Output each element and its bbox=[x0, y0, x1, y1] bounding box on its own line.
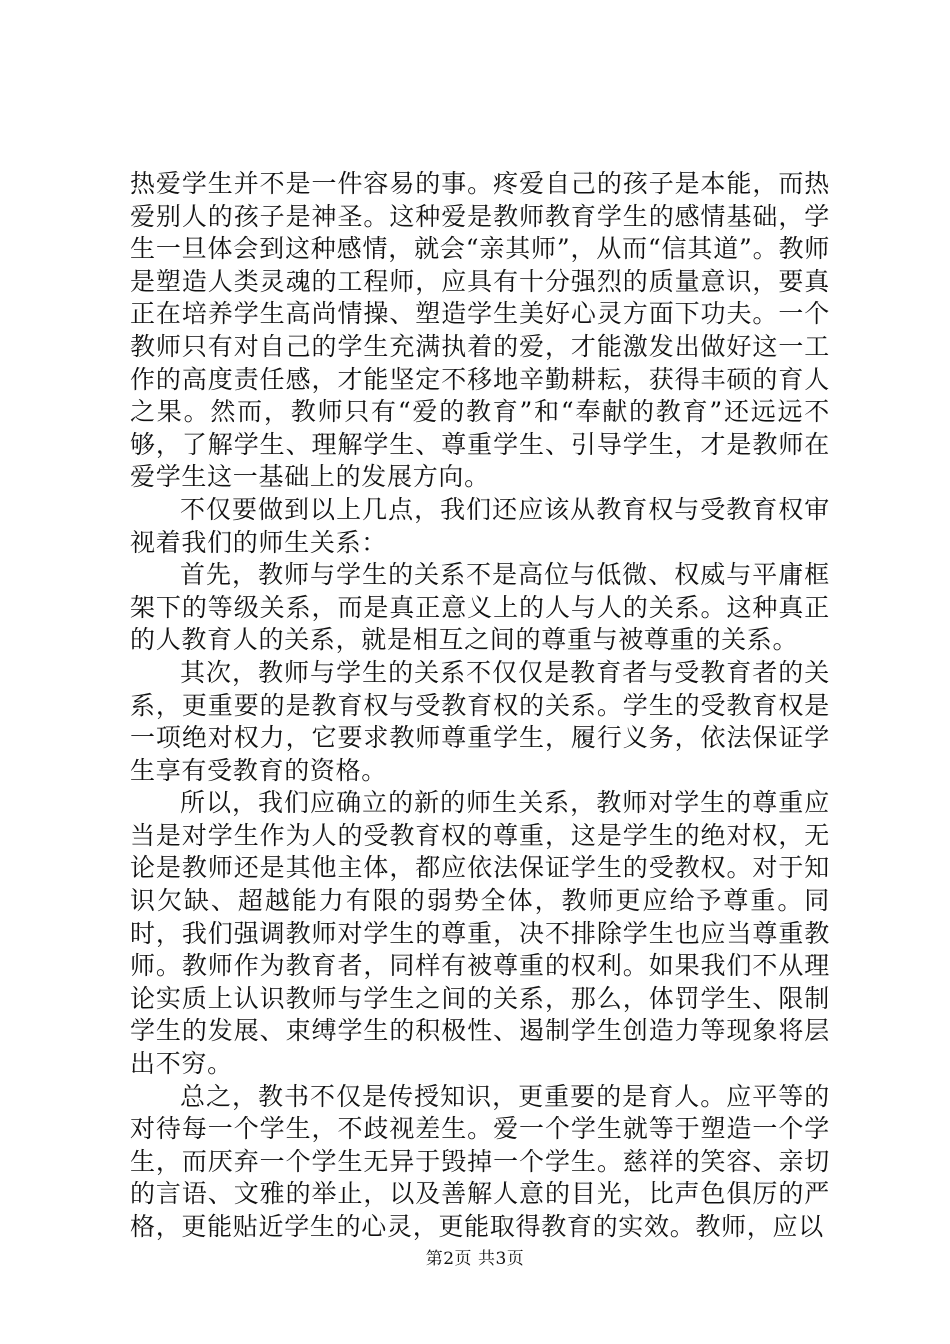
paragraph-2: 不仅要做到以上几点，我们还应该从教育权与受教育权审视着我们的师生关系： bbox=[130, 494, 830, 557]
paragraph-3: 首先，教师与学生的关系不是高位与低微、权威与平庸框架下的等级关系，而是真正意义上的人与人的关系。这种真正的人教育人的关系，就是相互之间的尊重与被尊重的关系。 bbox=[130, 560, 830, 655]
page-number-footer: 第2页 共3页 bbox=[425, 1249, 525, 1269]
paragraph-4: 其次，教师与学生的关系不仅仅是教育者与受教育者的关系，更重要的是教育权与受教育权的关系。学生的受教育权是一项绝对权力，它要求教师尊重学生，履行义务，依法保证学生享有受教育的资格。 bbox=[130, 657, 830, 785]
paragraph-6: 总之，教书不仅是传授知识，更重要的是育人。应平等的对待每一个学生，不歧视差生。爱一个学生就等于塑造一个学生，而厌弃一个学生无异于毁掉一个学生。慈祥的笑容、亲切的言语、文雅的举止，以及善解人意的目光，比声色俱厉的严格，更能贴近学生的心灵，更能取得教育的实效。教师，应以 bbox=[130, 1081, 830, 1241]
paragraph-1: 热爱学生并不是一件容易的事。疼爱自己的孩子是本能，而热爱别人的孩子是神圣。这种爱是教师教育学生的感情基础，学生一旦体会到这种感情，就会“亲其师”，从而“信其道”。教师是塑造人类灵魂的工程师，应具有十分强烈的质量意识，要真正在培养学生高尚情操、塑造学生美好心灵方面下功夫。一个教师只有对自己的学生充满执着的爱，才能激发出做好这一工作的高度责任感，才能坚定不移地辛勤耕耘，获得丰硕的育人之果。然而，教师只有“爱的教育”和“奉献的教育”还远远不够，了解学生、理解学生、尊重学生、引导学生，才是教师在爱学生这一基础上的发展方向。 bbox=[130, 169, 830, 492]
document-body bbox=[130, 168, 830, 1244]
paragraph-5: 所以，我们应确立的新的师生关系，教师对学生的尊重应当是对学生作为人的受教育权的尊重，这是学生的绝对权，无论是教师还是其他主体，都应依法保证学生的受教权。对于知识欠缺、超越能力有限的弱势全体，教师更应给予尊重。同时，我们强调教师对学生的尊重，决不排除学生也应当尊重教师。教师作为教育者，同样有被尊重的权利。如果我们不从理论实质上认识教师与学生之间的关系，那么，体罚学生、限制学生的发展、束缚学生的积极性、遏制学生创造力等现象将层出不穷。 bbox=[130, 788, 830, 1079]
